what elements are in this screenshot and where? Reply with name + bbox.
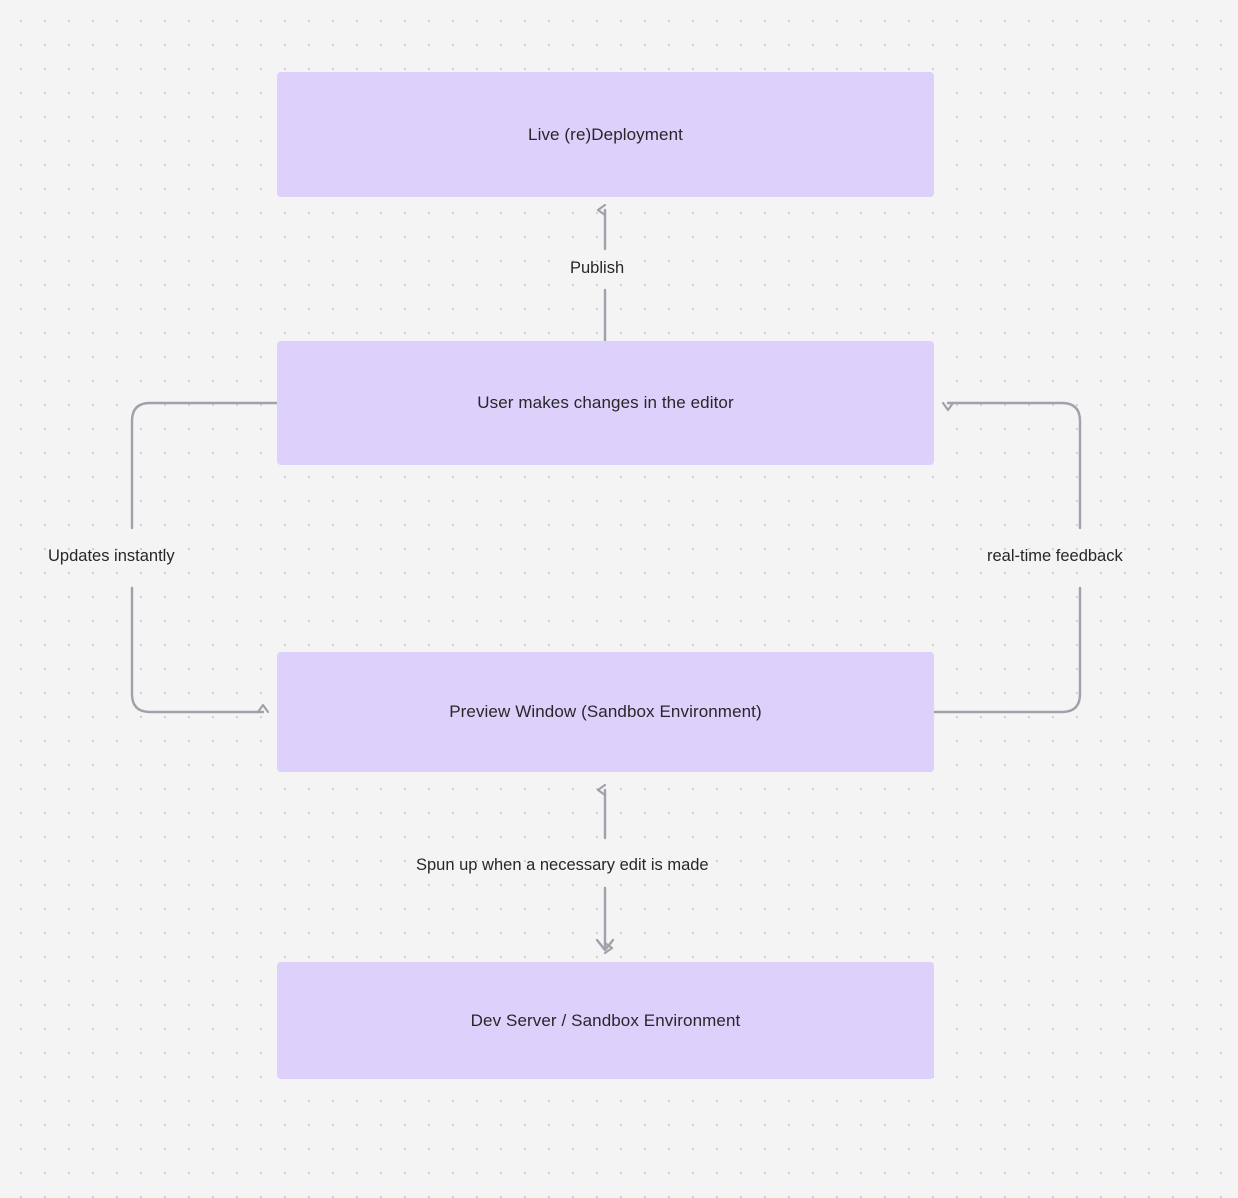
node-user-makes-changes[interactable] [277,341,934,465]
node-label: User makes changes in the editor [477,393,734,412]
edge-label-publish: Publish [570,259,625,277]
node-preview-window[interactable] [277,652,934,772]
node-live-redeployment[interactable] [277,72,934,197]
node-dev-server-sandbox[interactable] [277,962,934,1079]
node-label: Preview Window (Sandbox Environment) [449,702,762,721]
edge-label-real-time-feedback: real-time feedback [987,547,1123,565]
node-label: Live (re)Deployment [528,124,683,144]
edge-label-updates-instantly: Updates instantly [48,547,175,565]
edge-label-spun-up: Spun up when a necessary edit is made [416,856,709,874]
node-label: Dev Server / Sandbox Environment [470,1010,741,1030]
